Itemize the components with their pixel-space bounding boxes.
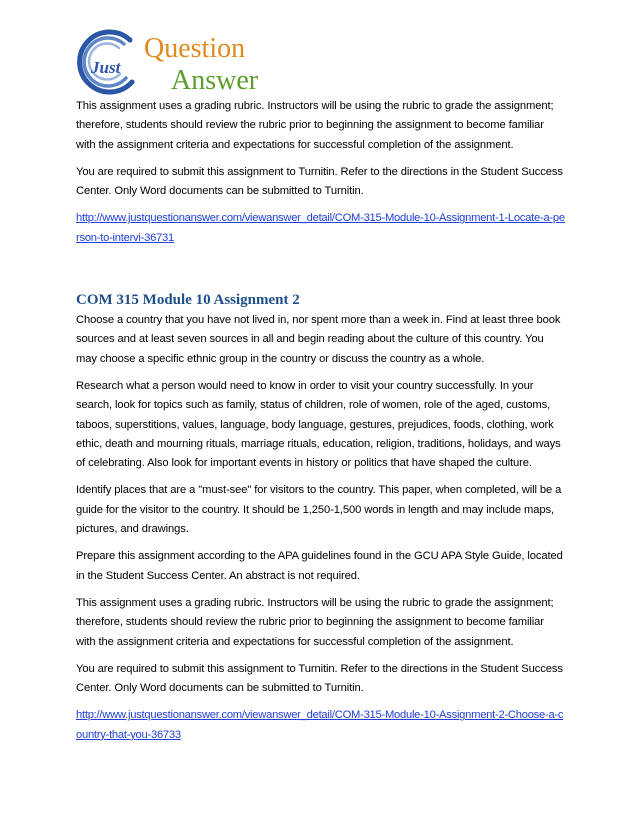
paragraph: Choose a country that you have not lived in, nor spent more than a week in. Find at least three book sources and at least seven sources in all and begin reading about the culture of this country. You may choose a specific ethnic group in the country or discuss the country as a whole. [76, 314, 561, 365]
document-body [76, 97, 566, 753]
answer-link-2[interactable]: http://www.justquestionanswer.com/viewanswer_detail/COM-315-Module-10-Assignment-2-Choose-a-country-that-you-36733 [76, 709, 564, 741]
paragraph: Identify places that are a "must-see" for visitors to the country. This paper, when completed, will be a guide for the visitor to the country. It should be 1,250-1,500 words in length and may include maps, pictures, and drawings. [76, 484, 562, 536]
logo-word-answer: Answer [171, 65, 259, 96]
link-paragraph [76, 209, 566, 248]
paragraph: You are required to submit this assignment to Turnitin. Refer to the directions in the Student Success Center. Only Word documents can be submitted to Turnitin. [76, 662, 563, 695]
section-heading: COM 315 Module 10 Assignment 2 [76, 292, 300, 309]
paragraph: This assignment uses a grading rubric. Instructors will be using the rubric to grade the assignment; therefore, students should review the rubric prior to beginning the assignment to become familiar with the assignment criteria and expectations for successful completion of the assignment. [76, 596, 554, 648]
logo-graphic [72, 26, 282, 102]
section-spacer [76, 256, 566, 290]
paragraph: Research what a person would need to know in order to visit your country successfully. In your search, look for topics such as family, status of children, role of women, role of the aged, customs, taboos, superstitions, values, language, body language, gestures, prejudices, foods, clothing, work ethic, death and mourning rituals, marriage rituals, education, religion, traditions, holidays, and ways of celebrating. Also look for important events in history or politics that have shaped the culture. [76, 379, 561, 470]
paragraph: You are required to submit this assignment to Turnitin. Refer to the directions in the Student Success Center. Only Word documents can be submitted to Turnitin. [76, 165, 563, 198]
link-paragraph [76, 706, 566, 745]
paragraph: This assignment uses a grading rubric. Instructors will be using the rubric to grade the assignment; therefore, students should review the rubric prior to beginning the assignment to become familiar with the assignment criteria and expectations for successful completion of the assignment. [76, 100, 554, 151]
logo-word-question: Question [144, 33, 246, 64]
logo [72, 26, 282, 102]
answer-link-1[interactable]: http://www.justquestionanswer.com/viewanswer_detail/COM-315-Module-10-Assignment-1-Locate-a-person-to-intervi-36731 [76, 212, 565, 244]
logo-mark-text: Just [91, 58, 121, 77]
paragraph: Prepare this assignment according to the APA guidelines found in the GCU APA Style Guide, located in the Student Success Center. An abstract is not required. [76, 550, 563, 582]
